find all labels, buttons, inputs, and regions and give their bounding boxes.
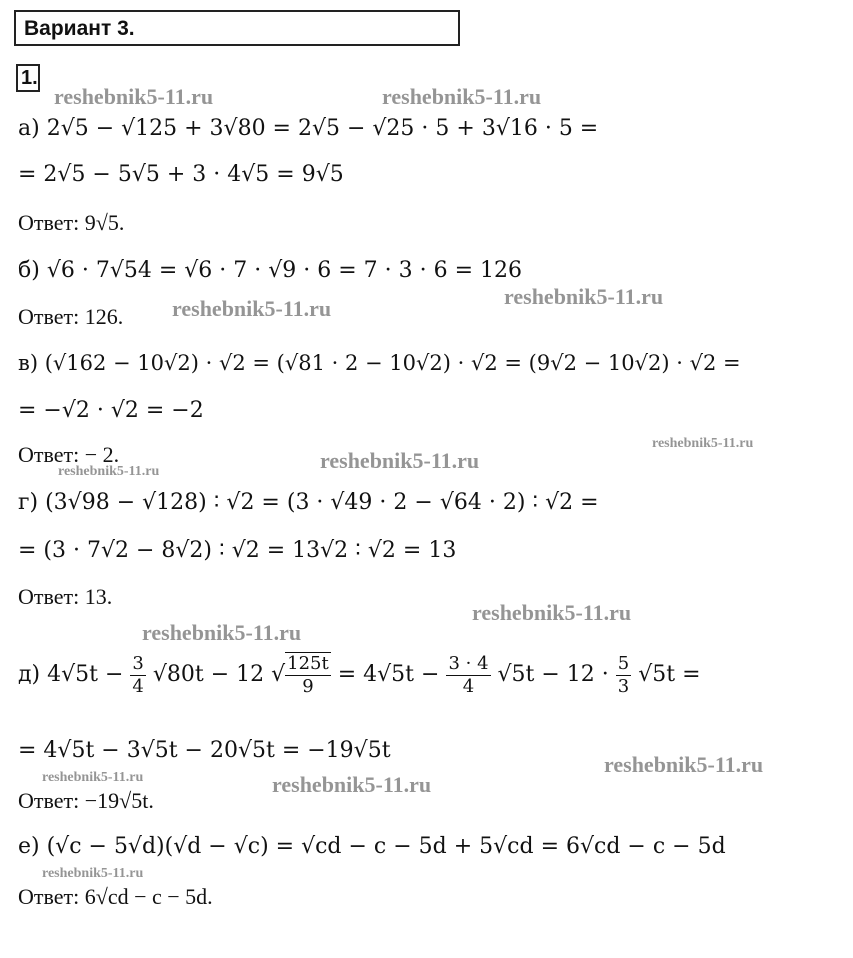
watermark: reshebnik5-11.ru [42,770,144,785]
watermark: reshebnik5-11.ru [42,866,144,881]
watermark: reshebnik5-11.ru [272,772,432,797]
line-d-2: = 4√5t − 3√5t − 20√5t = −19√5t [18,738,391,763]
fraction-denominator: 4 [132,675,144,697]
fraction-numerator: 3 [132,652,144,674]
fraction-numerator: 5 [617,652,630,674]
variant-header-box [14,10,460,46]
watermark: reshebnik5-11.ru [320,448,480,473]
line-a-2: = 2√5 − 5√5 + 3 · 4√5 = 9√5 [18,162,344,187]
fraction-numerator: 125t [287,653,329,674]
fraction-3-4 [130,653,145,698]
line-d-1-part-a: д) 4√5t − [18,662,124,687]
line-a-1: а) 2√5 − √125 + 3√80 = 2√5 − √25 · 5 + 3√16 · 5 = [18,116,599,141]
fraction-3x4-4 [446,653,490,698]
answer-g: Ответ: 13. [18,584,113,609]
fraction-5-3 [616,653,631,698]
watermark: reshebnik5-11.ru [142,620,302,645]
answer-d: Ответ: −19√5t. [18,788,154,813]
line-d-1-part-d: √5t − 12 · [497,662,609,687]
watermark: reshebnik5-11.ru [54,84,214,109]
watermark: reshebnik5-11.ru [58,464,160,479]
fraction-denominator: 3 [617,675,630,697]
line-d-1-part-b: √80t − 12 √ [152,662,286,687]
watermark: reshebnik5-11.ru [472,600,632,625]
task-number: 1. [21,67,38,89]
fraction-denominator: 4 [462,675,475,697]
fraction-denominator: 9 [302,676,314,697]
fraction-numerator: 3 · 4 [448,652,489,674]
line-d-1 [18,650,701,700]
line-e-1: е) (√c − 5√d)(√d − √c) = √cd − c − 5d + 5√cd = 6√cd − c − 5d [18,834,726,859]
answer-a: Ответ: 9√5. [18,210,125,235]
line-g-1: г) (3√98 − √128) ∶ √2 = (3 · √49 · 2 − √64 · 2) ∶ √2 = [18,490,599,515]
variant-title: Вариант 3. [24,17,135,40]
watermark: reshebnik5-11.ru [652,436,754,451]
line-d-1-part-c: = 4√5t − [337,662,440,687]
task-number-box [16,64,40,92]
watermark: reshebnik5-11.ru [382,84,542,109]
watermark: reshebnik5-11.ru [604,752,764,777]
line-d-1-part-e: √5t = [638,662,701,687]
answer-e: Ответ: 6√cd − c − 5d. [18,884,213,909]
answer-b: Ответ: 126. [18,304,124,329]
fraction-125t-9 [285,652,331,698]
line-g-2: = (3 · 7√2 − 8√2) ∶ √2 = 13√2 ∶ √2 = 13 [18,538,457,563]
line-v-1: в) (√162 − 10√2) · √2 = (√81 · 2 − 10√2) · √2 = (9√2 − 10√2) · √2 = [18,351,741,375]
line-v-2: = −√2 · √2 = −2 [18,398,204,423]
line-b-1: б) √6 · 7√54 = √6 · 7 · √9 · 6 = 7 · 3 · 6 = 126 [18,258,522,283]
watermark: reshebnik5-11.ru [172,296,332,321]
watermark: reshebnik5-11.ru [504,284,664,309]
answer-v: Ответ: − 2. [18,442,120,467]
